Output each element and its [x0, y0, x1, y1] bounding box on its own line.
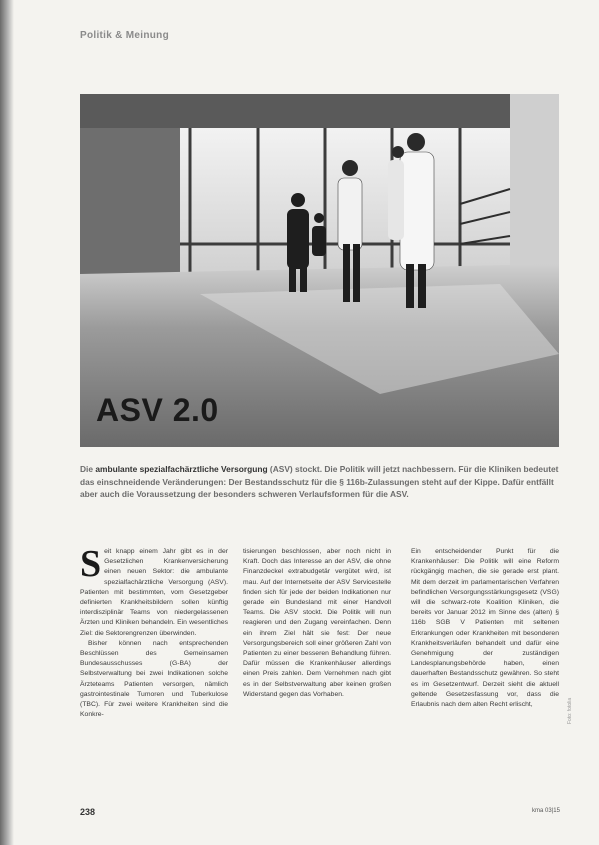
article-photo — [80, 94, 559, 447]
article-lead — [80, 463, 563, 501]
drop-cap: S — [80, 543, 102, 585]
column-1-paragraph-1 — [80, 543, 228, 639]
column-2-paragraph-1: tisierungen beschlossen, aber noch nicht in Kraft. Doch das Interesse an der ASV, die ohne Finanzdeckel extrabudgetär vergütet wird, ist mau. Auf der Internetseite der ASV Servicestelle finden sich für jede der beiden Indikationen nur gerade ein Bundesland mit einer Handvoll Teams. Die ASV stockt. Die Politik will nun reagieren und den Zugang vereinfachen. Denn ein ihrem Ziel hält sie fest: Der neue Versorgungsbereich soll einer größeren Zahl von Patienten zu einer besseren Behandlung führen. Dafür müssen die Krankenhäuser allerdings einen Preis zahlen. Dem Vernehmen nach gibt es in der Selbstverwaltung aber keinen großen Widerstand gegen das Vorhaben. — [243, 548, 391, 698]
photo-overlay-title: ASV 2.0 — [96, 392, 219, 428]
column-1-text-1: eit knapp einem Jahr gibt es in der Gesetzlichen Krankenversicherung einen neuen Sektor: die ambulante spezialfachärztliche Versorgung (ASV). Patienten mit bestimmten, vom Gesetzgeber definierten Krankheitsbildern sollen künftig interdisziplinär Teams von niedergelassenen Ärzten und Kliniken behandeln. Ein wesentliches Ziel: die Sektorengrenzen überwinden. — [80, 548, 228, 637]
section-header: Politik & Meinung — [80, 30, 169, 41]
lead-rest: (ASV) stockt. Die Politik will jetzt nachbessern. Für die Kliniken bedeutet das einschneidende Veränderungen: Der Bestandsschutz für die § 116b-Zulassungen steht auf der Kippe. Dafür entfällt aber auch die Voraussetzung der besonders schweren Verlaufsformen für die ASV. — [80, 464, 559, 499]
issue-label: kma 03|15 — [532, 808, 560, 814]
text-column-2 — [243, 547, 391, 700]
column-1-paragraph-2: Bisher können nach entsprechenden Beschlüssen des Gemeinsamen Bundesausschusses (G-BA) der Selbstverwaltung bei zwei Indikationen solche Ärzteteams Patienten versorgen, nämlich gastrointestinale Tumoren und Tuberkulose (TBC). Für zwei weitere Krankheiten sind die Konkre- — [80, 639, 228, 719]
text-column-3 — [411, 547, 559, 710]
photo-credit: Foto: fotolia — [567, 697, 573, 724]
page-binding-shadow — [0, 0, 14, 845]
column-3-paragraph-1: Ein entscheidender Punkt für die Krankenhäuser: Die Politik will eine Reform rückgängig machen, die sie gerade erst plant. Mit dem derzeit im parlamentarischen Verfahren befindlichen Versorgungsstärkungsgesetz (VSG) will die schwarz-rote Koalition Kliniken, die bereits vor Januar 2012 im Sinne des (alten) § 116b SGB V Patienten mit seltenen Erkrankungen oder Krankheiten mit besonderen Krankheitsverläufen behandelt und dafür eine Genehmigung der zuständigen Landesplanungsbehörde haben, einen dauerhaften Bestandsschutz gewähren. So steht es im Gesetzentwurf. Derzeit sieht die aktuell geltende Gesetzesfassung vor, dass die Erlaubnis nach dem alten Recht erlischt, — [411, 548, 559, 709]
text-column-1 — [80, 543, 228, 720]
page-number: 238 — [80, 807, 96, 817]
lead-intro: Die — [80, 464, 96, 474]
lead-highlight: ambulante spezialfachärztliche Versorgung — [95, 464, 268, 474]
